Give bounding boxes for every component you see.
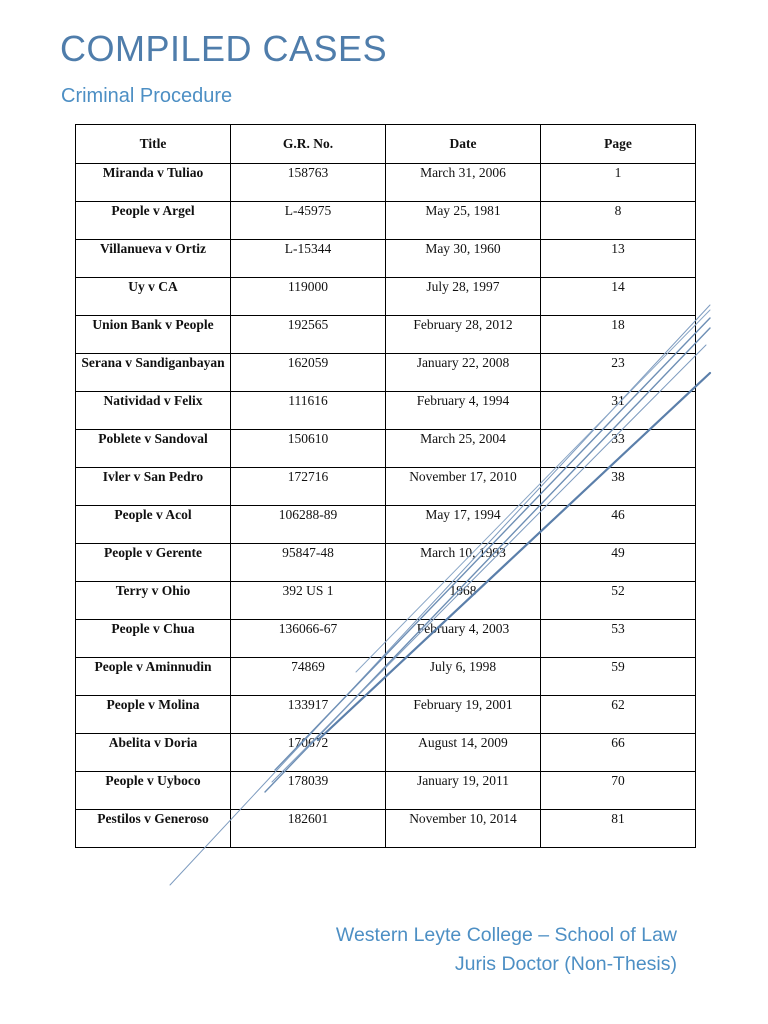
gr-number-cell: 158763 — [231, 164, 386, 202]
case-title-cell: Poblete v Sandoval — [76, 430, 231, 468]
gr-number-cell: L-15344 — [231, 240, 386, 278]
decision-date-cell: May 30, 1960 — [386, 240, 541, 278]
decision-date-cell: February 19, 2001 — [386, 696, 541, 734]
case-title-cell: Terry v Ohio — [76, 582, 231, 620]
case-title-cell: Uy v CA — [76, 278, 231, 316]
page-footer — [336, 921, 677, 979]
gr-number-cell: 392 US 1 — [231, 582, 386, 620]
decision-date-cell: July 6, 1998 — [386, 658, 541, 696]
footer-program: Juris Doctor (Non-Thesis) — [454, 953, 677, 975]
column-header-page: Page — [541, 125, 696, 164]
table-row — [76, 430, 696, 468]
page-number-cell: 8 — [541, 202, 696, 240]
case-title-cell: Miranda v Tuliao — [76, 164, 231, 202]
page-number-cell: 46 — [541, 506, 696, 544]
column-header-gr-no: G.R. No. — [231, 125, 386, 164]
page-number-cell: 81 — [541, 810, 696, 848]
page-number-cell: 59 — [541, 658, 696, 696]
table-row — [76, 278, 696, 316]
table-row — [76, 164, 696, 202]
gr-number-cell: 133917 — [231, 696, 386, 734]
gr-number-cell: 170672 — [231, 734, 386, 772]
case-title-cell: People v Gerente — [76, 544, 231, 582]
footer-institution: Western Leyte College – School of Law — [335, 924, 677, 946]
page-number-cell: 66 — [541, 734, 696, 772]
case-title-cell: People v Argel — [76, 202, 231, 240]
column-header-title: Title — [76, 125, 231, 164]
document-subtitle: Criminal Procedure — [61, 85, 233, 107]
case-title-cell: Pestilos v Generoso — [76, 810, 231, 848]
case-title-cell: People v Uyboco — [76, 772, 231, 810]
decision-date-cell: March 31, 2006 — [386, 164, 541, 202]
gr-number-cell: 192565 — [231, 316, 386, 354]
page-number-cell: 52 — [541, 582, 696, 620]
page-number-cell: 70 — [541, 772, 696, 810]
gr-number-cell: 162059 — [231, 354, 386, 392]
gr-number-cell: 111616 — [231, 392, 386, 430]
table-row — [76, 658, 696, 696]
gr-number-cell: L-45975 — [231, 202, 386, 240]
decision-date-cell: November 17, 2010 — [386, 468, 541, 506]
case-title-cell: Serana v Sandiganbayan — [76, 354, 231, 392]
decision-date-cell: March 25, 2004 — [386, 430, 541, 468]
case-title-cell: People v Chua — [76, 620, 231, 658]
gr-number-cell: 74869 — [231, 658, 386, 696]
page-number-cell: 14 — [541, 278, 696, 316]
column-header-date: Date — [386, 125, 541, 164]
page-number-cell: 49 — [541, 544, 696, 582]
table-row — [76, 354, 696, 392]
decision-date-cell: March 10, 1993 — [386, 544, 541, 582]
table-row — [76, 544, 696, 582]
case-title-cell: Union Bank v People — [76, 316, 231, 354]
table-row — [76, 316, 696, 354]
case-title-cell: Villanueva v Ortiz — [76, 240, 231, 278]
decision-date-cell: February 4, 1994 — [386, 392, 541, 430]
gr-number-cell: 106288-89 — [231, 506, 386, 544]
case-title-cell: People v Acol — [76, 506, 231, 544]
page-number-cell: 18 — [541, 316, 696, 354]
decision-date-cell: February 4, 2003 — [386, 620, 541, 658]
table-row — [76, 734, 696, 772]
decision-date-cell: January 22, 2008 — [386, 354, 541, 392]
gr-number-cell: 150610 — [231, 430, 386, 468]
page-number-cell: 62 — [541, 696, 696, 734]
table-row — [76, 506, 696, 544]
gr-number-cell: 178039 — [231, 772, 386, 810]
page-number-cell: 38 — [541, 468, 696, 506]
page-number-cell: 23 — [541, 354, 696, 392]
gr-number-cell: 182601 — [231, 810, 386, 848]
case-title-cell: People v Molina — [76, 696, 231, 734]
page-number-cell: 53 — [541, 620, 696, 658]
decision-date-cell: July 28, 1997 — [386, 278, 541, 316]
table-row — [76, 772, 696, 810]
table-row — [76, 620, 696, 658]
table-row — [76, 696, 696, 734]
table-row — [76, 392, 696, 430]
gr-number-cell: 172716 — [231, 468, 386, 506]
gr-number-cell: 119000 — [231, 278, 386, 316]
case-title-cell: Natividad v Felix — [76, 392, 231, 430]
table-header-row — [76, 125, 696, 164]
decision-date-cell: August 14, 2009 — [386, 734, 541, 772]
table-row — [76, 240, 696, 278]
table-row — [76, 202, 696, 240]
decision-date-cell: May 25, 1981 — [386, 202, 541, 240]
case-title-cell: Ivler v San Pedro — [76, 468, 231, 506]
page-number-cell: 13 — [541, 240, 696, 278]
decision-date-cell: November 10, 2014 — [386, 810, 541, 848]
table-row — [76, 810, 696, 848]
page-number-cell: 31 — [541, 392, 696, 430]
decision-date-cell: May 17, 1994 — [386, 506, 541, 544]
decision-date-cell: January 19, 2011 — [386, 772, 541, 810]
decision-date-cell: February 28, 2012 — [386, 316, 541, 354]
document-title: COMPILED CASES — [60, 28, 388, 69]
decision-date-cell: 1968 — [386, 582, 541, 620]
cases-table — [75, 124, 696, 848]
cases-table-body — [76, 164, 696, 848]
gr-number-cell: 95847-48 — [231, 544, 386, 582]
page-number-cell: 33 — [541, 430, 696, 468]
table-row — [76, 582, 696, 620]
table-row — [76, 468, 696, 506]
page-number-cell: 1 — [541, 164, 696, 202]
case-title-cell: People v Aminnudin — [76, 658, 231, 696]
case-title-cell: Abelita v Doria — [76, 734, 231, 772]
gr-number-cell: 136066-67 — [231, 620, 386, 658]
